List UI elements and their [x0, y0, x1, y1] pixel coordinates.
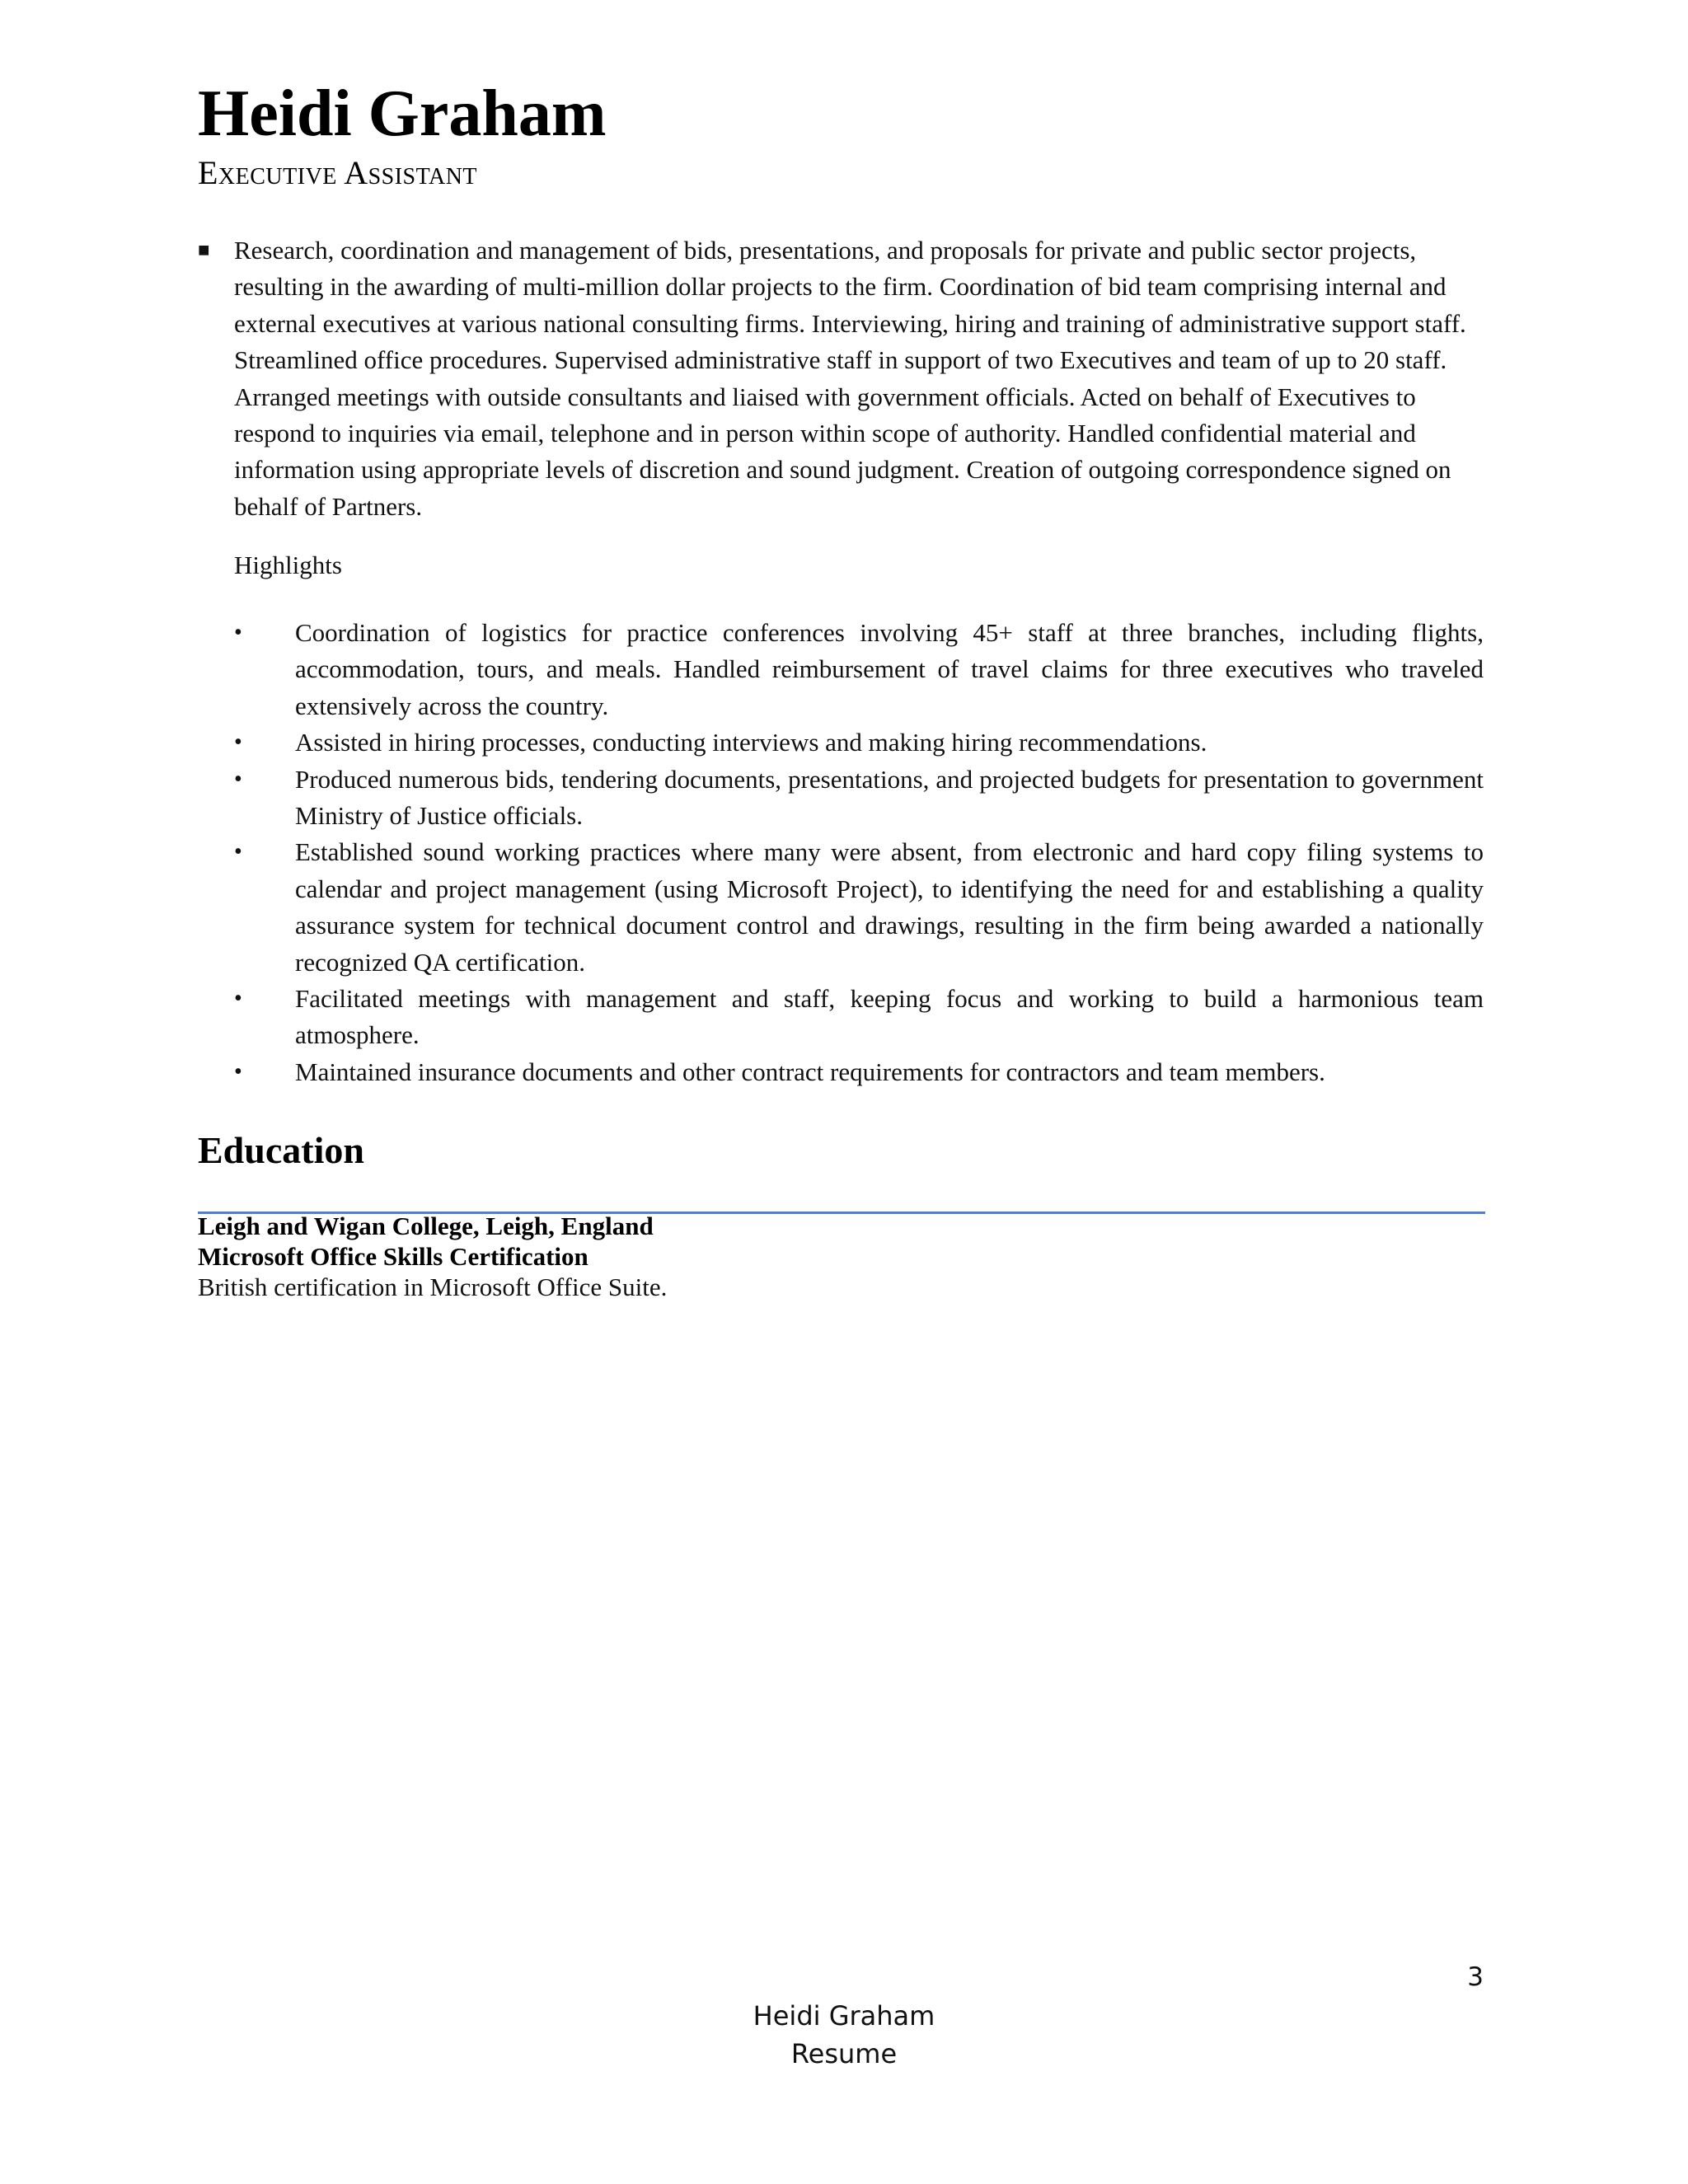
candidate-name: Heidi Graham [198, 77, 607, 150]
highlight-text: Produced numerous bids, tendering documents, presentations, and projected budgets for presentation to government Ministry of Justice officials. [295, 764, 1484, 831]
list-item [234, 615, 1484, 724]
list-item [234, 762, 1484, 835]
highlight-text: Coordination of logistics for practice conferences involving 45+ staff at three branches, including flights, accommodation, tours, and meals. Handled reimbursement of travel claims for three executives who traveled extensively across the country. [295, 618, 1484, 720]
highlight-text: Established sound working practices where many were absent, from electronic and hard copy filing systems to calendar and project management (using Microsoft Project), to identifying the need for and establishing a quality assurance system for technical document control and drawings, resulting in the firm being awarded a nationally recognized QA certification. [295, 837, 1484, 977]
page-number: 3 [1467, 1962, 1484, 1992]
footer-name: Heidi Graham [753, 2000, 935, 2032]
highlights-list [234, 615, 1484, 1090]
highlight-text: Maintained insurance documents and other contract requirements for contractors and team members. [295, 1057, 1325, 1086]
bullet-icon: • [234, 729, 242, 756]
education-heading: Education [198, 1129, 364, 1171]
footer-label: Resume [790, 2038, 898, 2069]
education-school: Leigh and Wigan College, Leigh, England [198, 1212, 654, 1240]
bullet-icon: • [234, 839, 242, 865]
summary-text: Research, coordination and management of bids, presentations, and proposals for private and public sector projects, resulting in the awarding of multi-million dollar projects to the firm. Coordination of bid team comprising internal and external executives at various national consulting firms. Interviewing, hiring and training of administrative support staff. Streamlined office procedures. Supervised administrative staff in support of two Executives and team of up to 20 staff. Arranged meetings with outside consultants and liaised with government officials. Acted on behalf of Executives to respond to inquiries via email, telephone and in person within scope of authority. Handled confidential material and information using appropriate levels of discretion and sound judgment. Creation of outgoing correspondence signed on behalf of Partners. [234, 236, 1466, 521]
bullet-icon: • [234, 986, 242, 1012]
list-item [234, 1054, 1484, 1090]
list-item [234, 834, 1484, 981]
list-item [234, 981, 1484, 1054]
bullet-icon: • [234, 1058, 242, 1085]
education-description: British certification in Microsoft Office Suite. [198, 1272, 668, 1301]
summary-section [198, 232, 1484, 525]
job-title: Executive Assistant [198, 154, 478, 191]
list-item [234, 724, 1484, 761]
education-certification: Microsoft Office Skills Certification [198, 1242, 588, 1271]
bullet-icon: • [234, 620, 242, 645]
page-footer [0, 1997, 1688, 2073]
highlights-heading: Highlights [234, 551, 342, 579]
highlight-text: Assisted in hiring processes, conducting interviews and making hiring recommendations. [295, 728, 1207, 757]
bullet-icon: • [234, 766, 242, 792]
highlight-text: Facilitated meetings with management and staff, keeping focus and working to build a harmonious team atmosphere. [295, 984, 1484, 1050]
square-bullet-icon: ■ [198, 240, 210, 261]
